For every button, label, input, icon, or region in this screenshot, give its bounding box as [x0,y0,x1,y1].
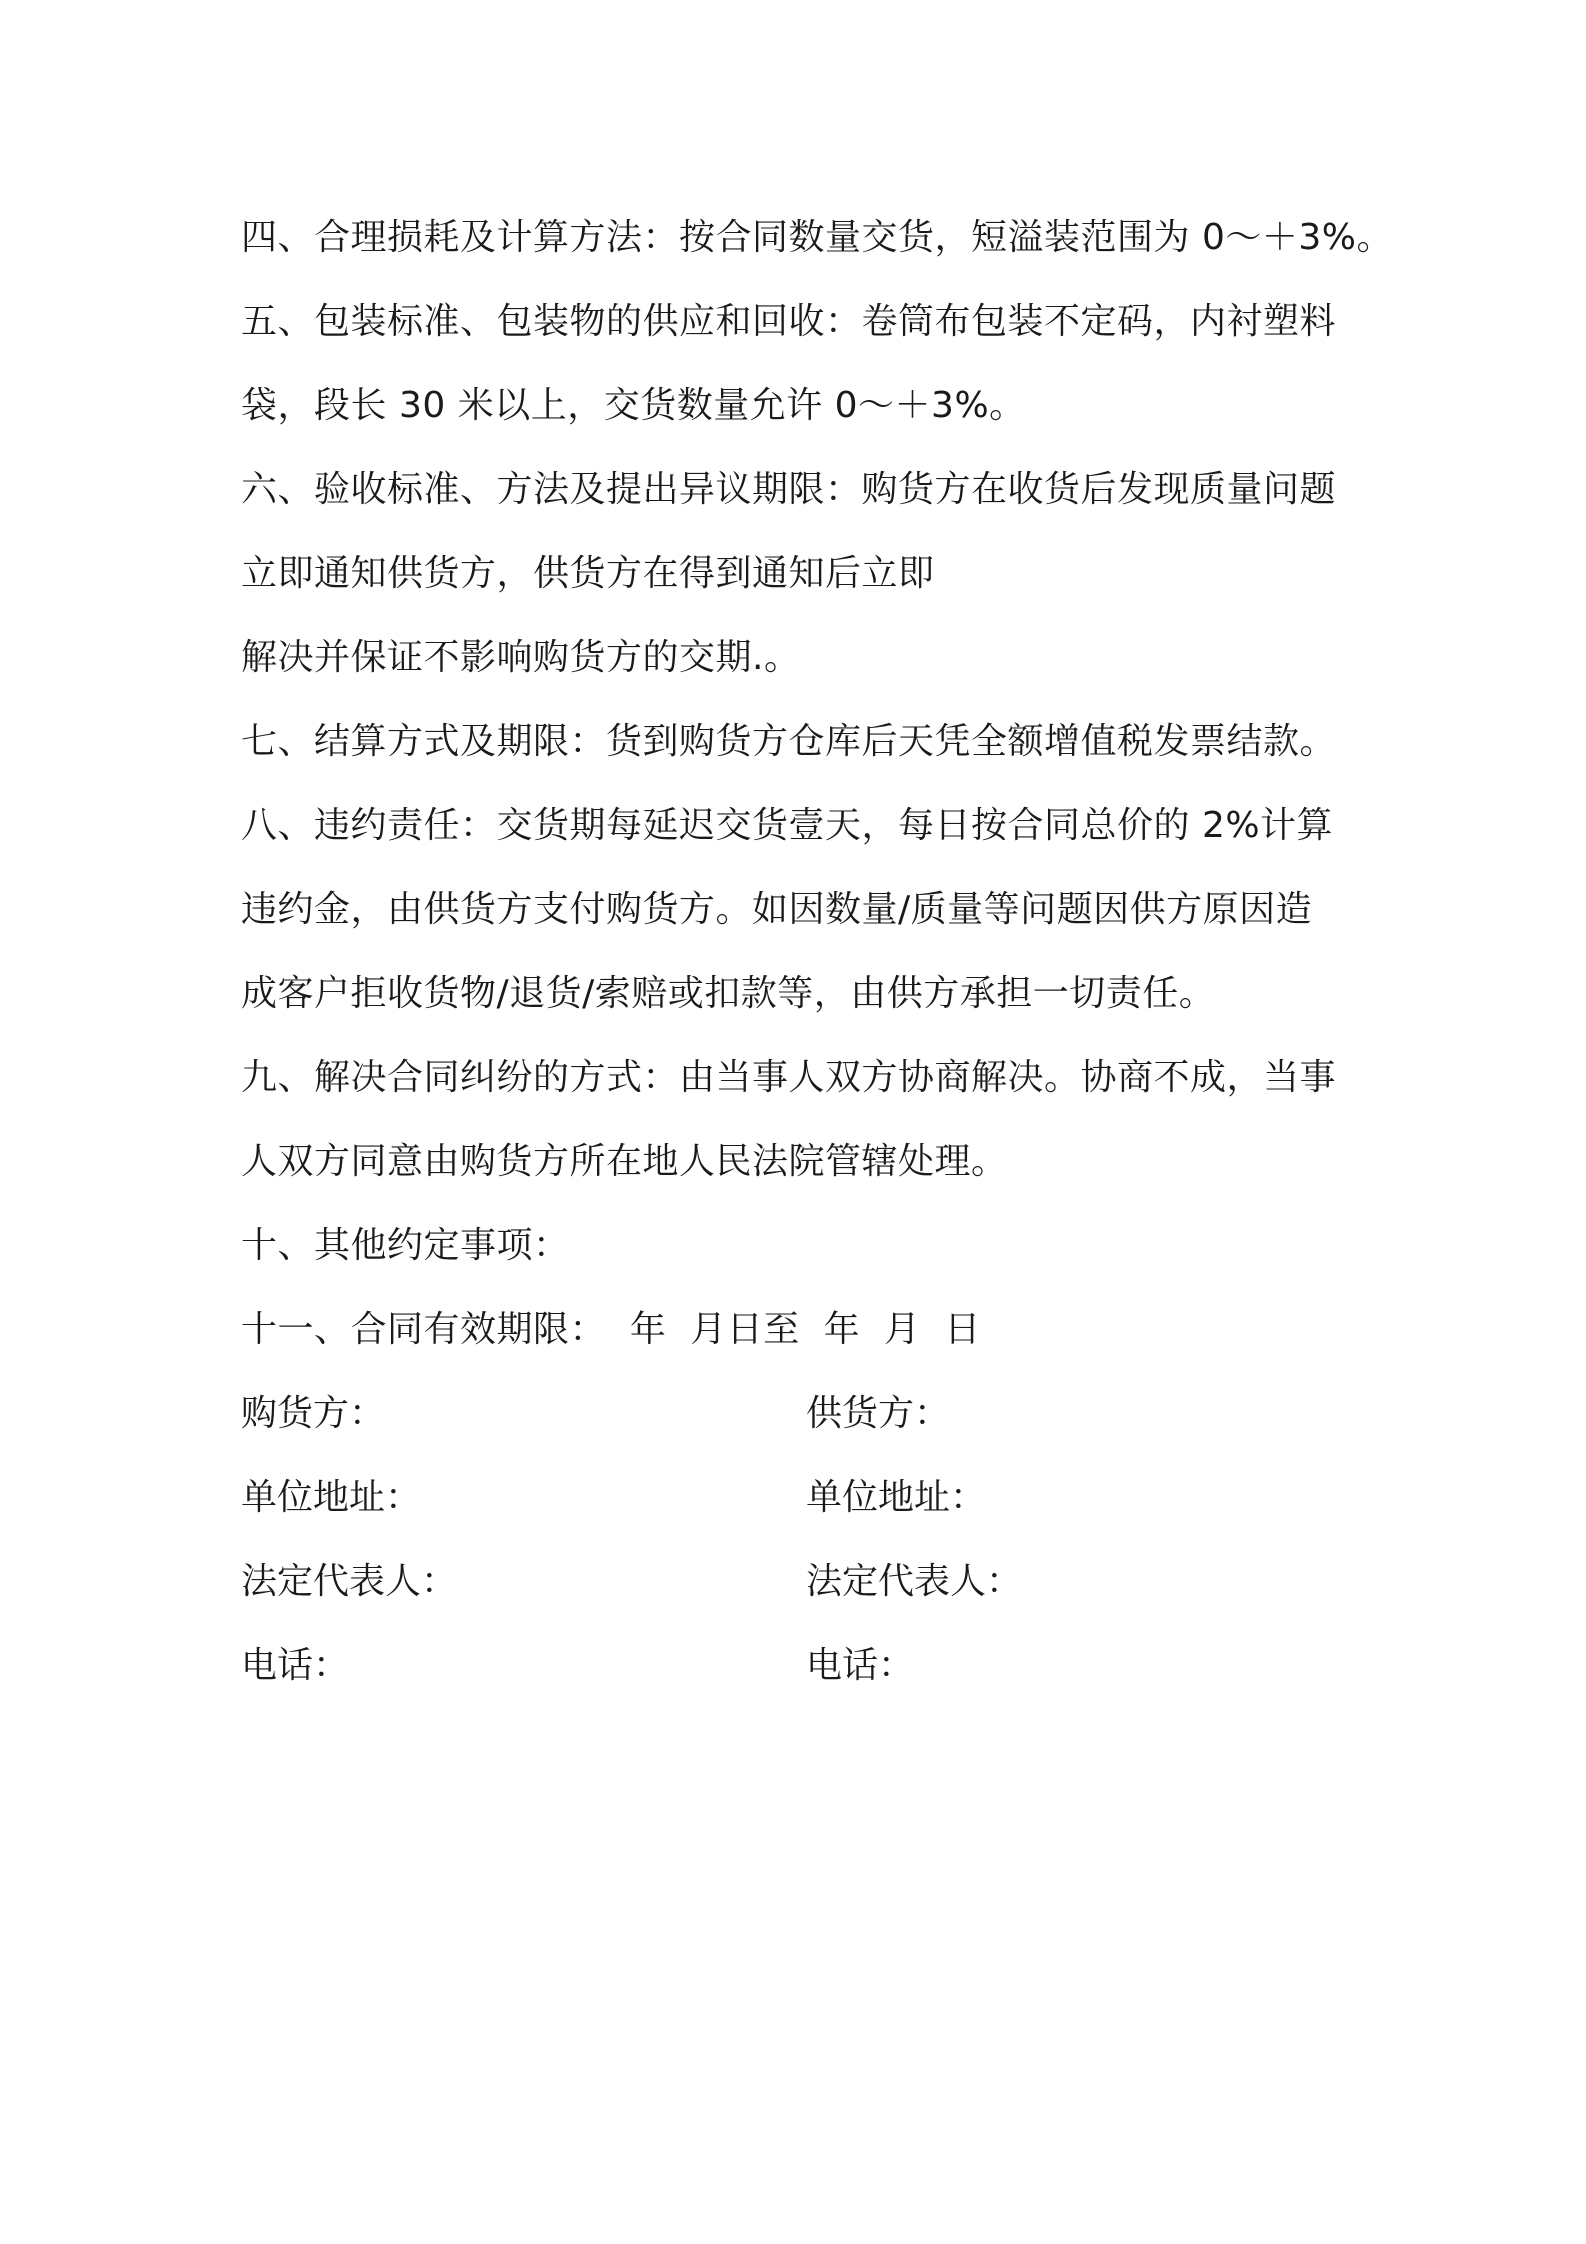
clause-8-liability-line1: 八、违约责任：交货期每延迟交货壹天，每日按合同总价的 2%计算 [241,805,1334,846]
clause-6-acceptance-line3: 解决并保证不影响购货方的交期.。 [241,637,801,678]
clause-10-other-matters: 十、其他约定事项： [241,1225,570,1266]
clause-6-acceptance-line2: 立即通知供货方，供货方在得到通知后立即 [241,553,935,594]
supplier-party-label: 供货方： [806,1393,951,1434]
signature-row-phone [241,1624,1361,1708]
signature-row-party [241,1372,1361,1456]
clause-8-liability-line2: 违约金，由供货方支付购货方。如因数量/质量等问题因供方原因造 [241,889,1313,930]
signature-row-representative [241,1540,1361,1624]
clause-11-validity-period: 十一、合同有效期限： 年 月日至 年 月 日 [241,1309,981,1350]
buyer-party-label: 购货方： [241,1393,386,1434]
signature-block [241,1372,1361,1708]
buyer-address-label: 单位地址： [241,1477,422,1518]
clause-6-acceptance-line1: 六、验收标准、方法及提出异议期限：购货方在收货后发现质量问题 [241,469,1337,510]
supplier-address-label: 单位地址： [806,1477,987,1518]
supplier-representative-label: 法定代表人： [806,1561,1023,1602]
clause-7-settlement: 七、结算方式及期限：货到购货方仓库后天凭全额增值税发票结款。 [241,721,1337,762]
clause-9-disputes-line2: 人双方同意由购货方所在地人民法院管辖处理。 [241,1141,1008,1182]
clause-4-loss-calculation: 四、合理损耗及计算方法：按合同数量交货，短溢装范围为 0～＋3%。 [241,217,1393,258]
contract-page [241,196,1393,1708]
buyer-phone-label: 电话： [241,1645,350,1686]
clause-5-packaging-line1: 五、包装标准、包装物的供应和回收：卷筒布包装不定码，内衬塑料 [241,301,1337,342]
clause-8-liability-line3: 成客户拒收货物/退货/索赔或扣款等，由供方承担一切责任。 [241,973,1216,1014]
clause-9-disputes-line1: 九、解决合同纠纷的方式：由当事人双方协商解决。协商不成，当事 [241,1057,1337,1098]
supplier-phone-label: 电话： [806,1645,915,1686]
clause-5-packaging-line2: 袋，段长 30 米以上，交货数量允许 0～＋3%。 [241,385,1026,426]
buyer-representative-label: 法定代表人： [241,1561,458,1602]
signature-row-address [241,1456,1361,1540]
